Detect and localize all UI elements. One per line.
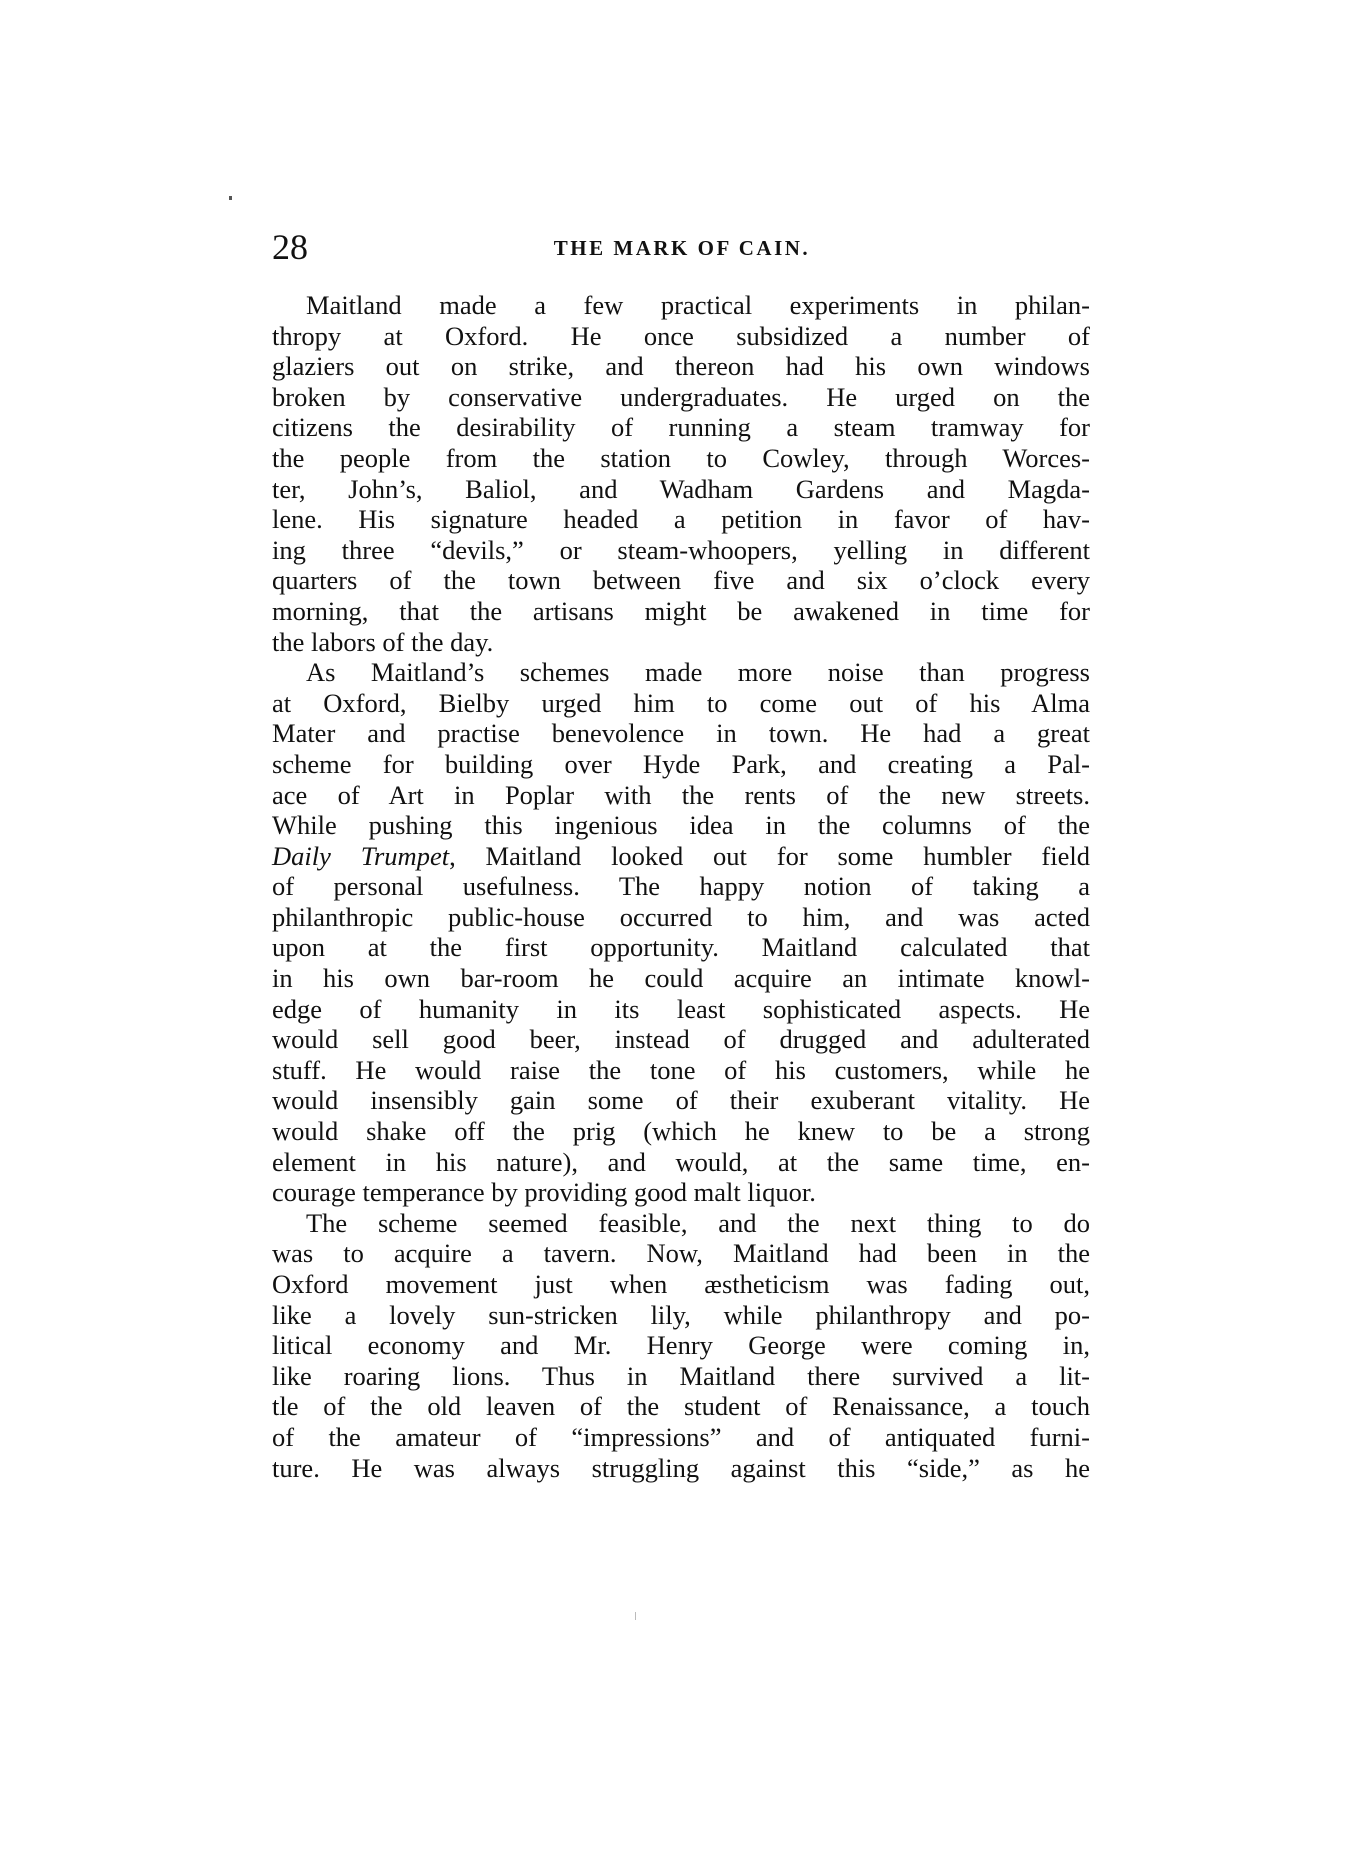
text-line: like roaring lions. Thus in Maitland there survived a lit- — [272, 1360, 1090, 1391]
text-line: Mater and practise benevolence in town. He had a great — [272, 718, 1090, 749]
text-line: the people from the station to Cowley, through Worces- — [272, 442, 1090, 473]
text-line: was to acquire a tavern. Now, Maitland had been in the — [272, 1238, 1090, 1269]
page-header — [272, 222, 1092, 272]
text-line: edge of humanity in its least sophisticated aspects. He — [272, 993, 1090, 1024]
text-line: ture. He was always struggling against this “side,” as he — [272, 1452, 1090, 1483]
text-line: morning, that the artisans might be awakened in time for — [272, 595, 1090, 626]
text-line: would insensibly gain some of their exuberant vitality. He — [272, 1085, 1090, 1116]
paragraph-1 — [272, 290, 1090, 657]
text-line: like a lovely sun-stricken lily, while philanthropy and po- — [272, 1299, 1090, 1330]
text-line: scheme for building over Hyde Park, and creating a Pal- — [272, 748, 1090, 779]
text-line: would sell good beer, instead of drugged and adulterated — [272, 1024, 1090, 1055]
text-line: glaziers out on strike, and thereon had his own windows — [272, 351, 1090, 382]
text-line: stuff. He would raise the tone of his customers, while he — [272, 1054, 1090, 1085]
specks — [229, 196, 232, 200]
italic-title: Daily Trumpet — [272, 840, 450, 871]
specks — [635, 1612, 636, 1620]
text-line: the labors of the day. — [272, 626, 494, 657]
text-line: philanthropic public-house occurred to him, and was acted — [272, 901, 1090, 932]
running-title: THE MARK OF CAIN. — [553, 236, 811, 260]
text-line: litical economy and Mr. Henry George were coming in, — [272, 1330, 1090, 1361]
paragraph-3 — [272, 1208, 1090, 1483]
text-line: quarters of the town between five and six o’clock every — [272, 565, 1090, 596]
page-number: 28 — [272, 227, 308, 267]
text-line: ter, John’s, Baliol, and Wadham Gardens and Magda- — [272, 473, 1090, 504]
text-line: Maitland made a few practical experiments in philan- — [306, 290, 1090, 320]
text-line: at Oxford, Bielby urged him to come out of his Alma — [272, 687, 1090, 718]
paragraph-2 — [272, 657, 1090, 1208]
text-line: Oxford movement just when æstheticism was fading out, — [272, 1269, 1090, 1299]
body-text — [272, 290, 1090, 1483]
text-line: of the amateur of “impressions” and of antiquated furni- — [272, 1421, 1090, 1452]
text-line: courage temperance by providing good malt liquor. — [272, 1177, 816, 1208]
text-line: element in his nature), and would, at the same time, en- — [272, 1146, 1090, 1177]
text-line: upon at the first opportunity. Maitland calculated that — [272, 932, 1090, 963]
text-line: While pushing this ingenious idea in the columns of the — [272, 810, 1090, 841]
text-line: in his own bar-room he could acquire an intimate knowl- — [272, 963, 1090, 994]
text-line: citizens the desirability of running a steam tramway for — [272, 412, 1090, 443]
text-line: tle of the old leaven of the student of Renaissance, a touch — [272, 1391, 1090, 1422]
text-line: broken by conservative undergraduates. He urged on the — [272, 381, 1090, 412]
text-line: The scheme seemed feasible, and the next thing to do — [306, 1207, 1090, 1238]
text-line: of personal usefulness. The happy notion of taking a — [272, 871, 1090, 902]
text-line: ing three “devils,” or steam-whoopers, yelling in different — [272, 534, 1090, 565]
text-line: lene. His signature headed a petition in favor of hav- — [272, 504, 1090, 535]
text-line: would shake off the prig (which he knew to be a strong — [272, 1116, 1090, 1147]
text-line-with-italic: Daily Trumpet, Maitland looked out for some humbler field — [272, 840, 1090, 871]
text-line: thropy at Oxford. He once subsidized a number of — [272, 320, 1090, 351]
text-line: As Maitland’s schemes made more noise than progress — [306, 657, 1090, 688]
text-line: ace of Art in Poplar with the rents of the new streets. — [272, 779, 1090, 810]
